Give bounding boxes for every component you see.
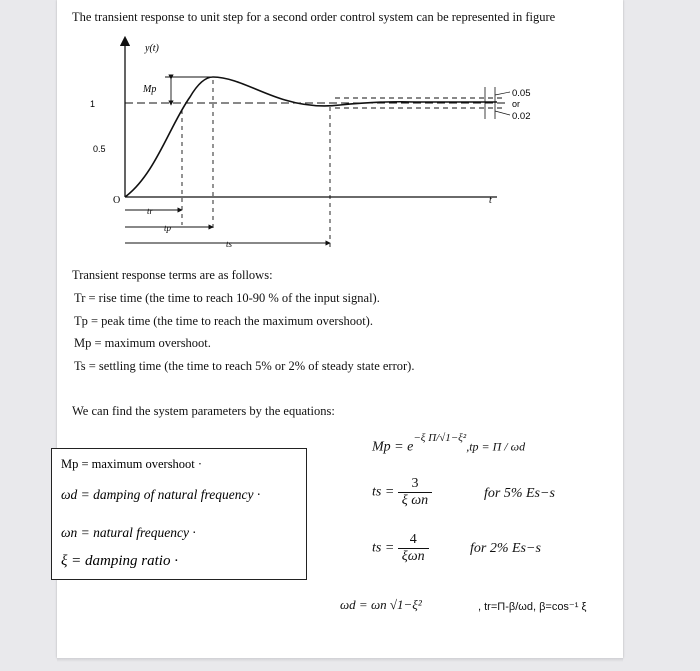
response-curve (125, 77, 497, 197)
ts2-formula (372, 532, 429, 565)
def-mp: Mp = maximum overshoot · (61, 457, 203, 471)
origin-label: O (113, 195, 121, 206)
ts5-numerator: 3 (398, 476, 432, 493)
ts2-fraction (398, 532, 429, 565)
tick-label-1: 1 (90, 99, 96, 109)
tr-label: tr (147, 206, 154, 216)
ts2-numerator: 4 (398, 532, 429, 549)
y-axis-label: y(t) (145, 43, 159, 54)
tolerance-or-label: or (512, 99, 521, 109)
terms-heading: Transient response terms are as follows: (72, 268, 273, 282)
mp-formula-exponent: −ξ Π/√1−ξ² (413, 432, 467, 444)
def-wn: ωn = natural frequency · (61, 525, 196, 540)
ts5-lhs: ts = (372, 484, 395, 500)
mp-label: Mp (143, 84, 157, 95)
tolerance-005-label: 0.05 (512, 88, 531, 99)
equations-heading: We can find the system parameters by the equations: (72, 404, 335, 418)
tp-label: tp (164, 223, 172, 233)
definitions-box (51, 448, 307, 580)
mp-formula (372, 432, 526, 456)
ts2-lhs: ts = (372, 540, 395, 556)
tol-leader-2 (495, 111, 510, 115)
wd-formula: ωd = ωn √1−ξ² (340, 597, 422, 612)
ts2-condition: for 2% Es−s (470, 541, 541, 556)
tick-label-05: 0.5 (93, 144, 106, 154)
mp-formula-lhs: Mp = e (372, 439, 414, 455)
ts5-fraction (398, 476, 432, 509)
def-wd: ωd = damping of natural frequency · (61, 487, 261, 502)
ts5-formula (372, 476, 432, 509)
tr-formula: , tr=Π-β/ωd, β=cos⁻¹ ξ (478, 601, 587, 613)
tol-leader-1 (495, 92, 510, 95)
step-response-figure (85, 35, 565, 255)
ts2-denominator: ξωn (401, 549, 425, 564)
term-mp: Mp = maximum overshoot. (74, 336, 211, 350)
def-xi: ξ = damping ratio · (61, 553, 178, 569)
x-axis-label: t (489, 195, 492, 206)
ts5-condition: for 5% Es−s (484, 486, 555, 501)
tp-formula: , (466, 439, 470, 454)
tp-formula-text: tp = Π / ωd (469, 439, 526, 454)
intro-text: The transient response to unit step for a second order control system can be represented in figure (72, 10, 556, 24)
term-tr: Tr = rise time (the time to reach 10-90 % of the input signal). (74, 291, 380, 305)
tolerance-002-label: 0.02 (512, 111, 531, 122)
page-shadow (57, 658, 623, 662)
ts5-denominator: ξ ωn (401, 493, 429, 508)
term-ts: Ts = settling time (the time to reach 5% or 2% of steady state error). (74, 359, 415, 373)
term-tp: Tp = peak time (the time to reach the maximum overshoot). (74, 314, 373, 328)
ts-label: ts (226, 239, 233, 249)
